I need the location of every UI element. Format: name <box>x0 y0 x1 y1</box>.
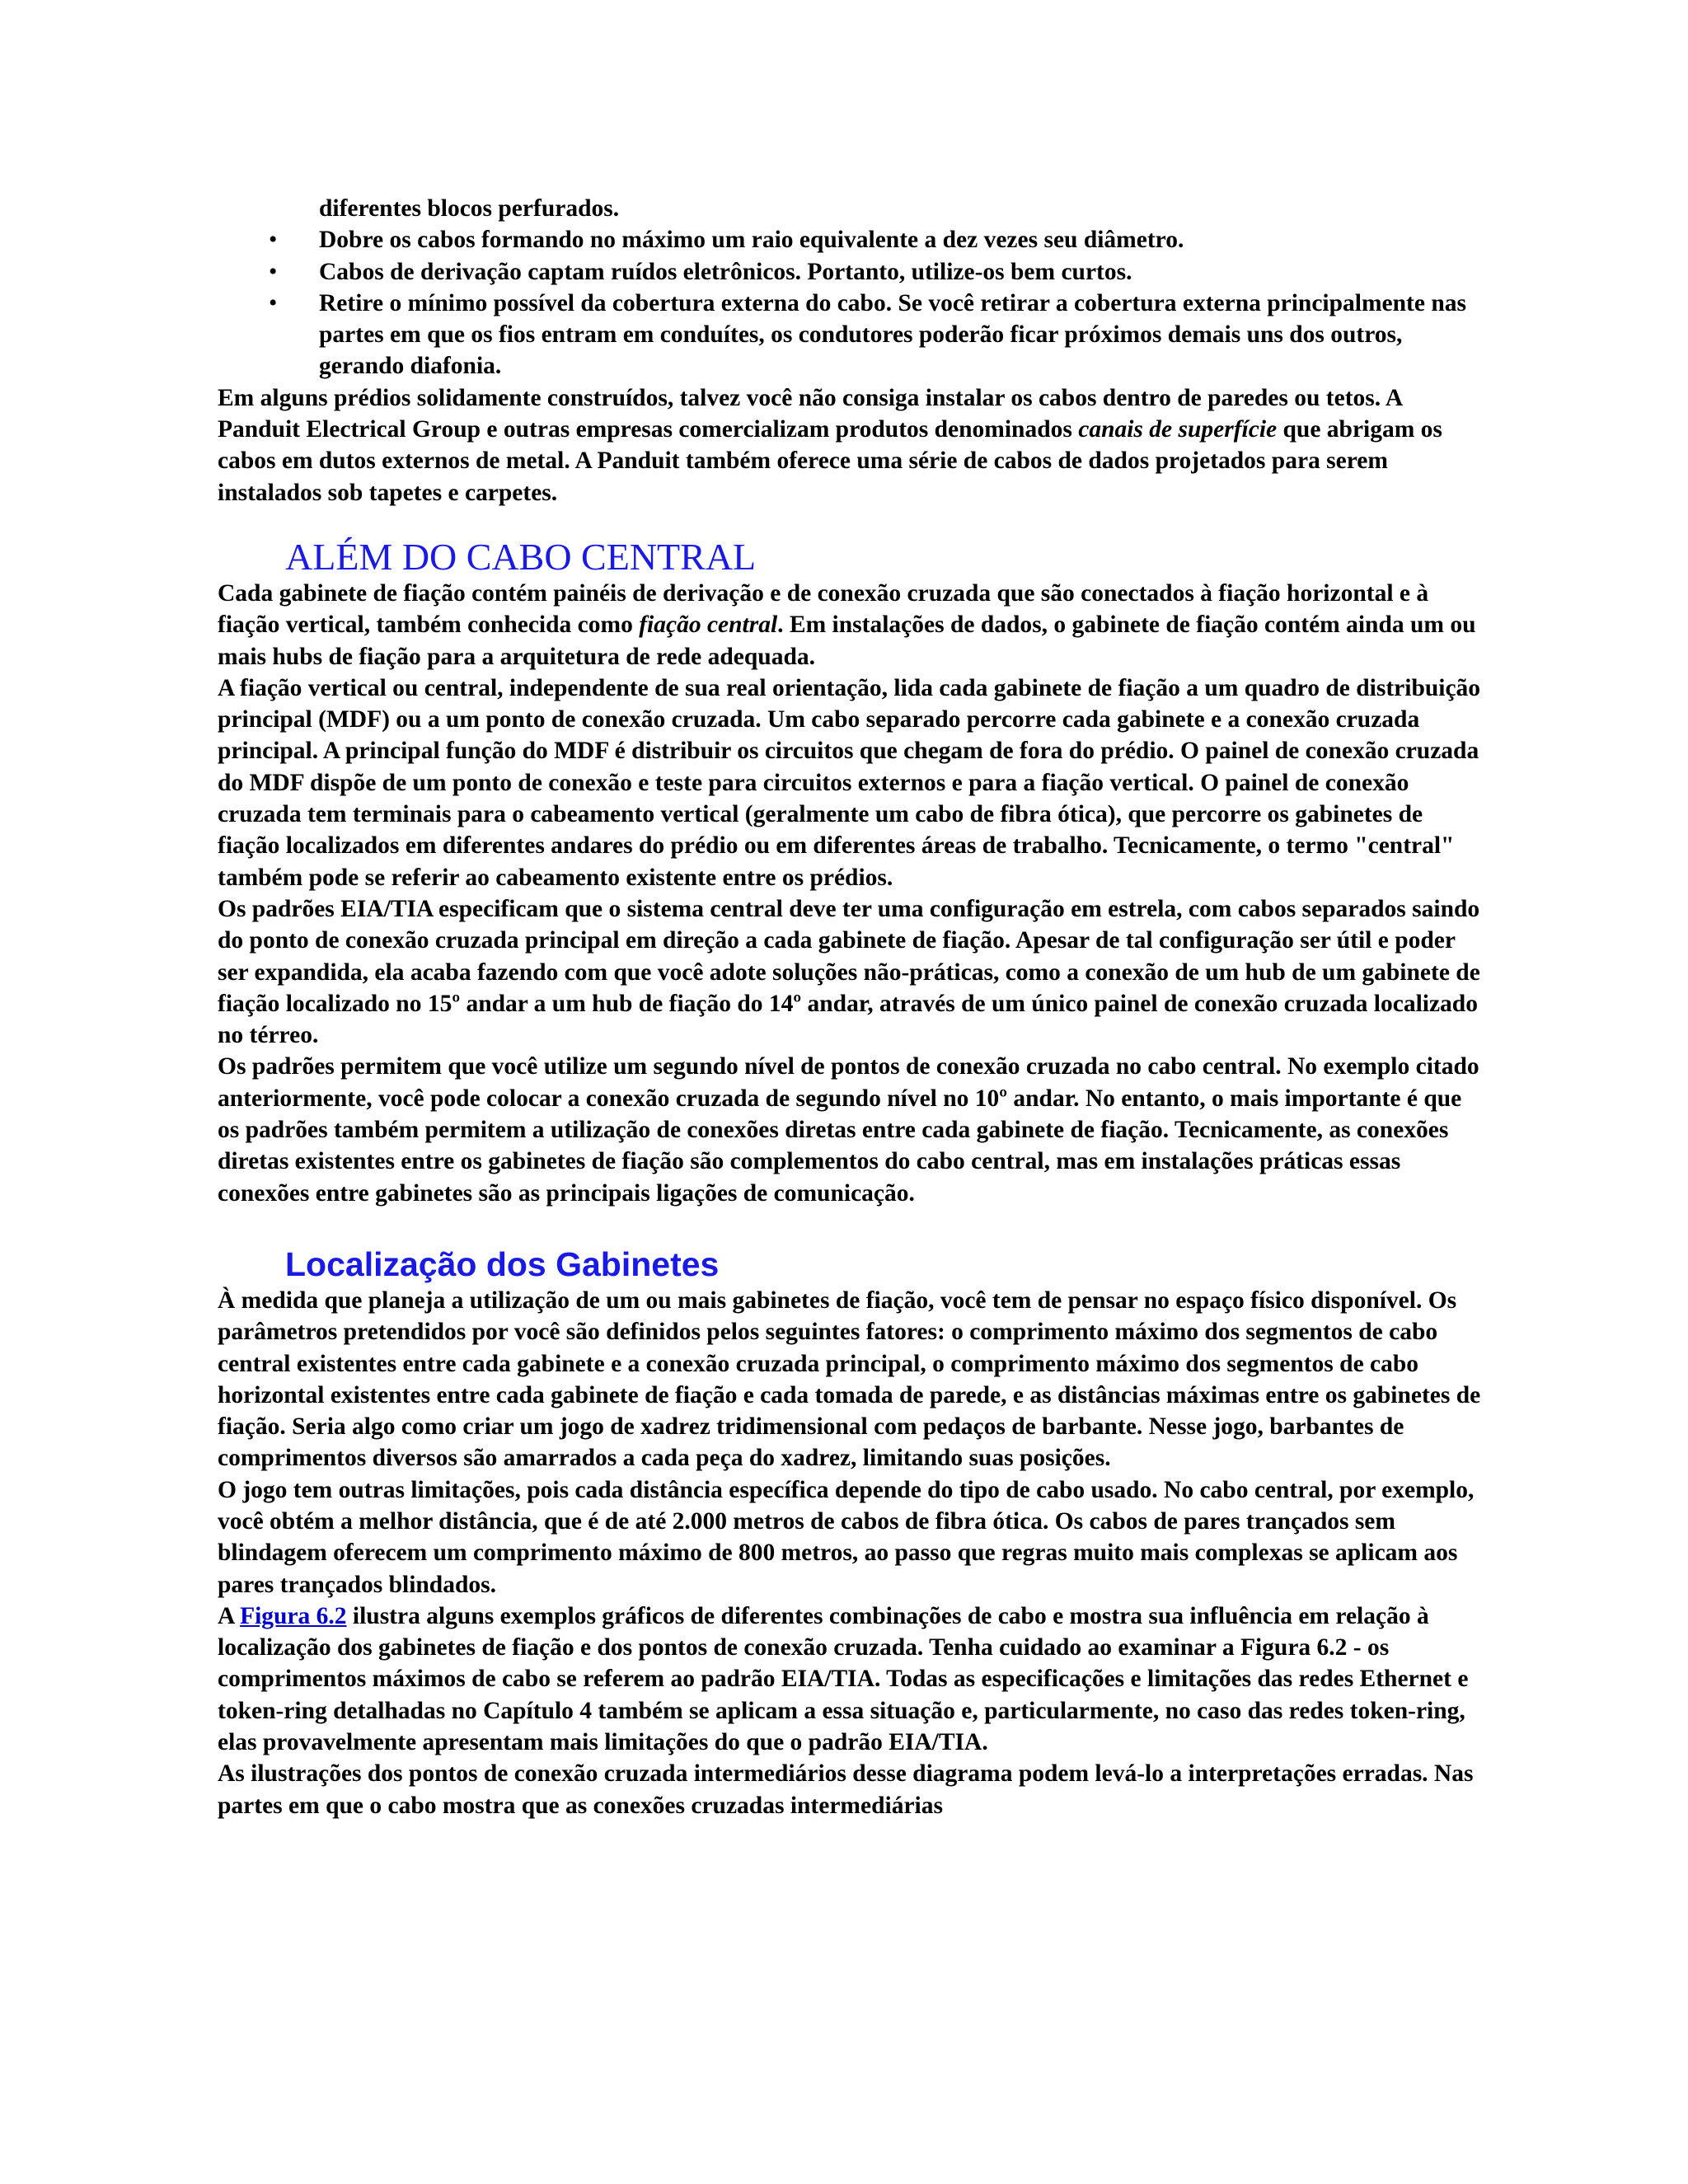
paragraph-second-level: Os padrões permitem que você utilize um segundo nível de pontos de conexão cruzada no cabo central. No exemplo citado anteriormente, você pode colocar a conexão cruzada de segundo nível no 10º andar. No entanto, o mais importante é que os padrões também permitem a utilização de conexões diretas entre cada gabinete de fiação. Tecnicamente, as conexões diretas existentes entre os gabinetes de fiação são complementos do cabo central, mas em instalações práticas essas conexões entre gabinetes são as principais ligações de comunicação. <box>218 1053 1479 1207</box>
list-item-text: Retire o mínimo possível da cobertura externa do cabo. Se você retirar a cobertura externa principalmente nas partes em que os fios entram em conduítes, os condutores poderão ficar próximos demais uns dos outros, gerando diafonia. <box>319 289 1466 380</box>
paragraph-wiring-closet: Cada gabinete de fiação contém painéis de derivação e de conexão cruzada que são conectados à fiação horizontal e à fiação vertical, também conhecida como fiação central. Em instalações de dados, o gabinete de fiação contém ainda um ou mais hubs de fiação para a arquitetura de rede adequada. <box>218 579 1476 670</box>
list-continuation: diferentes blocos perfurados. <box>319 195 620 222</box>
paragraph-surface-channels: Em alguns prédios solidamente construídos, talvez você não consiga instalar os cabos dentro de paredes ou tetos. A Panduit Electrical Group e outras empresas comercializam produtos denominados canais de superfície que abrigam os cabos em dutos externos de metal. A Panduit também oferece uma série de cabos de dados projetados para serem instalados sob tapetes e carpetes. <box>218 384 1442 506</box>
emphasis: fiação central <box>639 612 778 639</box>
list-item <box>218 256 1487 288</box>
list-item-text: Cabos de derivação captam ruídos eletrônicos. Portanto, utilize-os bem curtos. <box>319 258 1132 285</box>
bullet-icon: • <box>269 227 278 254</box>
paragraph-planning: À medida que planeja a utilização de um ou mais gabinetes de fiação, você tem de pensar no espaço físico disponível. Os parâmetros pretendidos por você são definidos pelos seguintes fatores: o comprimento máximo dos segmentos de cabo central existentes entre cada gabinete e a conexão cruzada principal, o comprimento máximo dos segmentos de cabo horizontal existentes entre cada gabinete de fiação e cada tomada de parede, e as distâncias máximas entre os gabinetes de fiação. Seria algo como criar um jogo de xadrez tridimensional com pedaços de barbante. Nesse jogo, barbantes de comprimentos diversos são amarrados a cada peça do xadrez, limitando suas posições. <box>218 1286 1481 1472</box>
list-item-text: Dobre os cabos formando no máximo um raio equivalente a dez vezes seu diâmetro. <box>319 227 1184 254</box>
paragraph-figure-reference: A Figura 6.2 ilustra alguns exemplos gráficos de diferentes combinações de cabo e mostra sua influência em relação à localização dos gabinetes de fiação e dos pontos de conexão cruzada. Tenha cuidado ao examinar a Figura 6.2 - os comprimentos máximos de cabo se referem ao padrão EIA/TIA. Todas as especificações e limitações das redes Ethernet e token-ring detalhadas no Capítulo 4 também se aplicam a essa situação e, particularmente, no caso das redes token-ring, elas provavelmente apresentam mais limitações do que o padrão EIA/TIA. <box>218 1602 1469 1756</box>
heading-closet-location: Localização dos Gabinetes <box>285 1244 720 1283</box>
heading-central-cable: ALÉM DO CABO CENTRAL <box>285 535 757 578</box>
paragraph-vertical-wiring: A fiação vertical ou central, independente de sua real orientação, lida cada gabinete de fiação a um quadro de distribuição principal (MDF) ou a um ponto de conexão cruzada. Um cabo separado percorre cada gabinete e a conexão cruzada principal. A principal função do MDF é distribuir os circuitos que chegam de fora do prédio. O painel de conexão cruzada do MDF dispõe de um ponto de conexão e teste para circuitos externos e para a fiação vertical. O painel de conexão cruzada tem terminais para o cabeamento vertical (geralmente um cabo de fibra ótica), que percorre os gabinetes de fiação localizados em diferentes andares do prédio ou em diferentes áreas de trabalho. Tecnicamente, o termo "central" também pode se referir ao cabeamento existente entre os prédios. <box>218 674 1481 891</box>
figure-6-2-link[interactable]: Figura 6.2 <box>240 1602 347 1629</box>
list-item <box>218 288 1487 382</box>
bullet-icon: • <box>269 258 278 285</box>
emphasis: canais de superfície <box>1078 416 1278 443</box>
document-page <box>218 193 1487 1821</box>
bullet-list <box>218 224 1487 382</box>
bullet-icon: • <box>269 289 278 316</box>
paragraph-limitations: O jogo tem outras limitações, pois cada distância específica depende do tipo de cabo usado. No cabo central, por exemplo, você obtém a melhor distância, que é de até 2.000 metros de cabos de fibra ótica. Os cabos de pares trançados sem blindagem oferecem um comprimento máximo de 800 metros, ao passo que regras muito mais complexas se aplicam aos pares trançados blindados. <box>218 1476 1475 1598</box>
list-item <box>218 224 1487 255</box>
paragraph-eia-tia-standards: Os padrões EIA/TIA especificam que o sistema central deve ter uma configuração em estrela, com cabos separados saindo do ponto de conexão cruzada principal em direção a cada gabinete de fiação. Apesar de tal configuração ser útil e poder ser expandida, ela acaba fazendo com que você adote soluções não-práticas, como a conexão de um hub de um gabinete de fiação localizado no 15º andar a um hub de fiação do 14º andar, através de um único painel de conexão cruzada localizado no térreo. <box>218 895 1480 1049</box>
paragraph-illustrations: As ilustrações dos pontos de conexão cruzada intermediários desse diagrama podem levá-lo a interpretações erradas. Nas partes em que o cabo mostra que as conexões cruzadas intermediárias <box>218 1760 1474 1819</box>
